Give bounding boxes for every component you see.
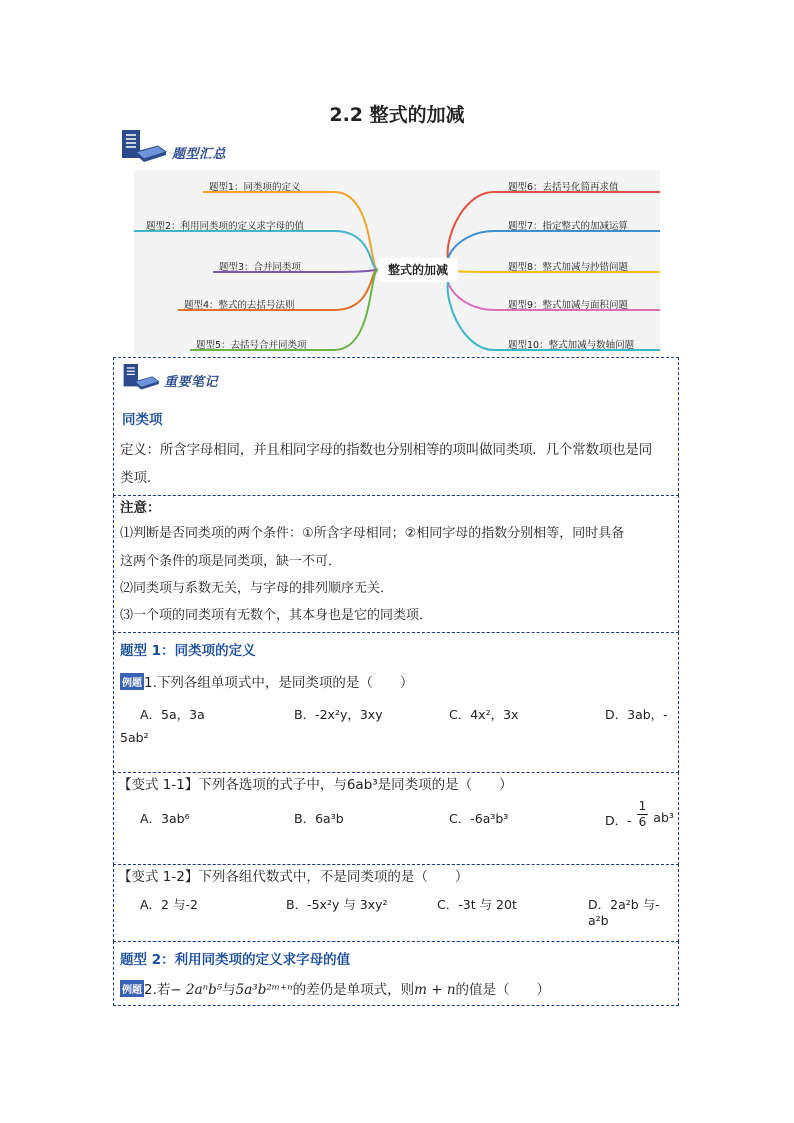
page-title: 2.2 整式的加减 [329,104,465,126]
option-d-continued: 5ab² [120,730,149,745]
mindmap-item-right: 题型10：整式加减与数轴问题 [508,340,635,351]
option-c: C．4x²，3x [449,707,519,722]
example-1-question: 1.下列各组单项式中，是同类项的是（ ） [144,675,414,691]
type1-heading: 题型 1：同类项的定义 [120,643,256,659]
math-term-2: 5a³b²ᵐ⁺ⁿ [235,982,293,998]
type2-box [113,941,679,1006]
fraction-denominator: 6 [638,815,647,829]
book-stack-icon [122,362,162,390]
option-c: C．-3t 与 20t [437,897,517,912]
caution-item-2: ⑵同类项与系数无关，与字母的排列顺序无关． [120,581,394,596]
mindmap-item-right: 题型7：指定整式的加减运算 [508,221,629,232]
option-a: A．3ab⁶ [140,811,190,826]
notes-header [122,362,218,390]
option-b: B．6a³b [294,811,344,826]
notes-label: 重要笔记 [164,375,219,390]
caution-box [113,495,679,633]
summary-header [120,128,226,162]
mindmap-item-right: 题型8：整式加减与抄错问题 [508,262,629,273]
option-b: B．-5x²y 与 3xy² [286,897,388,912]
caution-item-1a: ⑴判断是否同类项的两个条件：①所含字母相同；②相同字母的指数分别相等，同时具备 [120,526,625,541]
mindmap-item-right: 题型9：整式加减与面积问题 [508,300,629,311]
fraction-numerator: 1 [638,799,647,813]
mindmap-item-left: 题型4：整式的去括号法则 [184,300,295,311]
variant-1-2-text: 下列各组代数式中，不是同类项的是（ ） [198,869,469,885]
option-b: B．-2x²y，3xy [294,707,383,722]
topic-mindmap [134,170,660,354]
variant-1-2-box [113,864,679,942]
option-d: D．3ab，- [605,707,668,722]
example-1 [120,671,413,691]
type1-box [113,632,679,773]
book-stack-icon [120,128,170,162]
variant-1-1-question [118,773,513,793]
type2-heading: 题型 2：利用同类项的定义求字母的值 [120,952,351,968]
variant-1-1-label: 【变式 1-1】 [118,777,199,793]
math-term-1: − 2aⁿb⁵ [170,982,223,998]
mindmap-item-right: 题型6：去括号化简再求值 [508,182,619,193]
fraction [637,799,649,830]
example-tag: 例题 [120,673,144,690]
math-term-3: m + n [414,982,456,998]
variant-1-1-box [113,772,679,865]
option-d: D．2a²b 与-a²b [588,897,660,928]
mindmap-item-left: 题型1：同类项的定义 [209,182,301,193]
variant-1-2-question [118,865,468,885]
option-d-term: ab³ [653,810,674,825]
definition-line-2: 类项． [120,470,161,486]
option-a: A．2 与-2 [140,897,198,912]
option-c: C．-6a³b³ [449,811,509,826]
notes-heading: 同类项 [122,412,163,428]
option-a: A．5a，3a [140,707,205,722]
example-2-prefix: 2.若 [144,982,171,998]
variant-1-1-text: 下列各选项的式子中，与6ab³是同类项的是（ ） [198,777,513,793]
caution-item-3: ⑶一个项的同类项有无数个，其本身也是它的同类项． [120,608,433,623]
example-2-connector: 与 [222,982,236,998]
variant-1-2-label: 【变式 1-2】 [118,869,199,885]
caution-item-1b: 这两个条件的项是同类项，缺一不可． [120,554,342,569]
summary-label: 题型汇总 [172,147,227,162]
example-2 [120,978,550,998]
example-2-end: 的值是（ ） [455,982,551,998]
mindmap-center: 整式的加减 [378,258,458,282]
mindmap-item-left: 题型3：合并同类项 [219,262,302,273]
option-d [605,799,674,830]
mindmap-item-left: 题型5：去括号合并同类项 [196,340,307,351]
definition-line-1: 定义：所含字母相同，并且相同字母的指数也分别相等的项叫做同类项．几个常数项也是同 [120,442,652,458]
option-d-label: D．- [605,812,632,828]
notes-box [113,357,679,496]
example-tag: 例题 [120,980,144,997]
example-2-middle: 的差仍是单项式，则 [292,982,415,998]
mindmap-item-left: 题型2：利用同类项的定义求字母的值 [146,221,305,232]
caution-label: 注意： [120,500,161,516]
